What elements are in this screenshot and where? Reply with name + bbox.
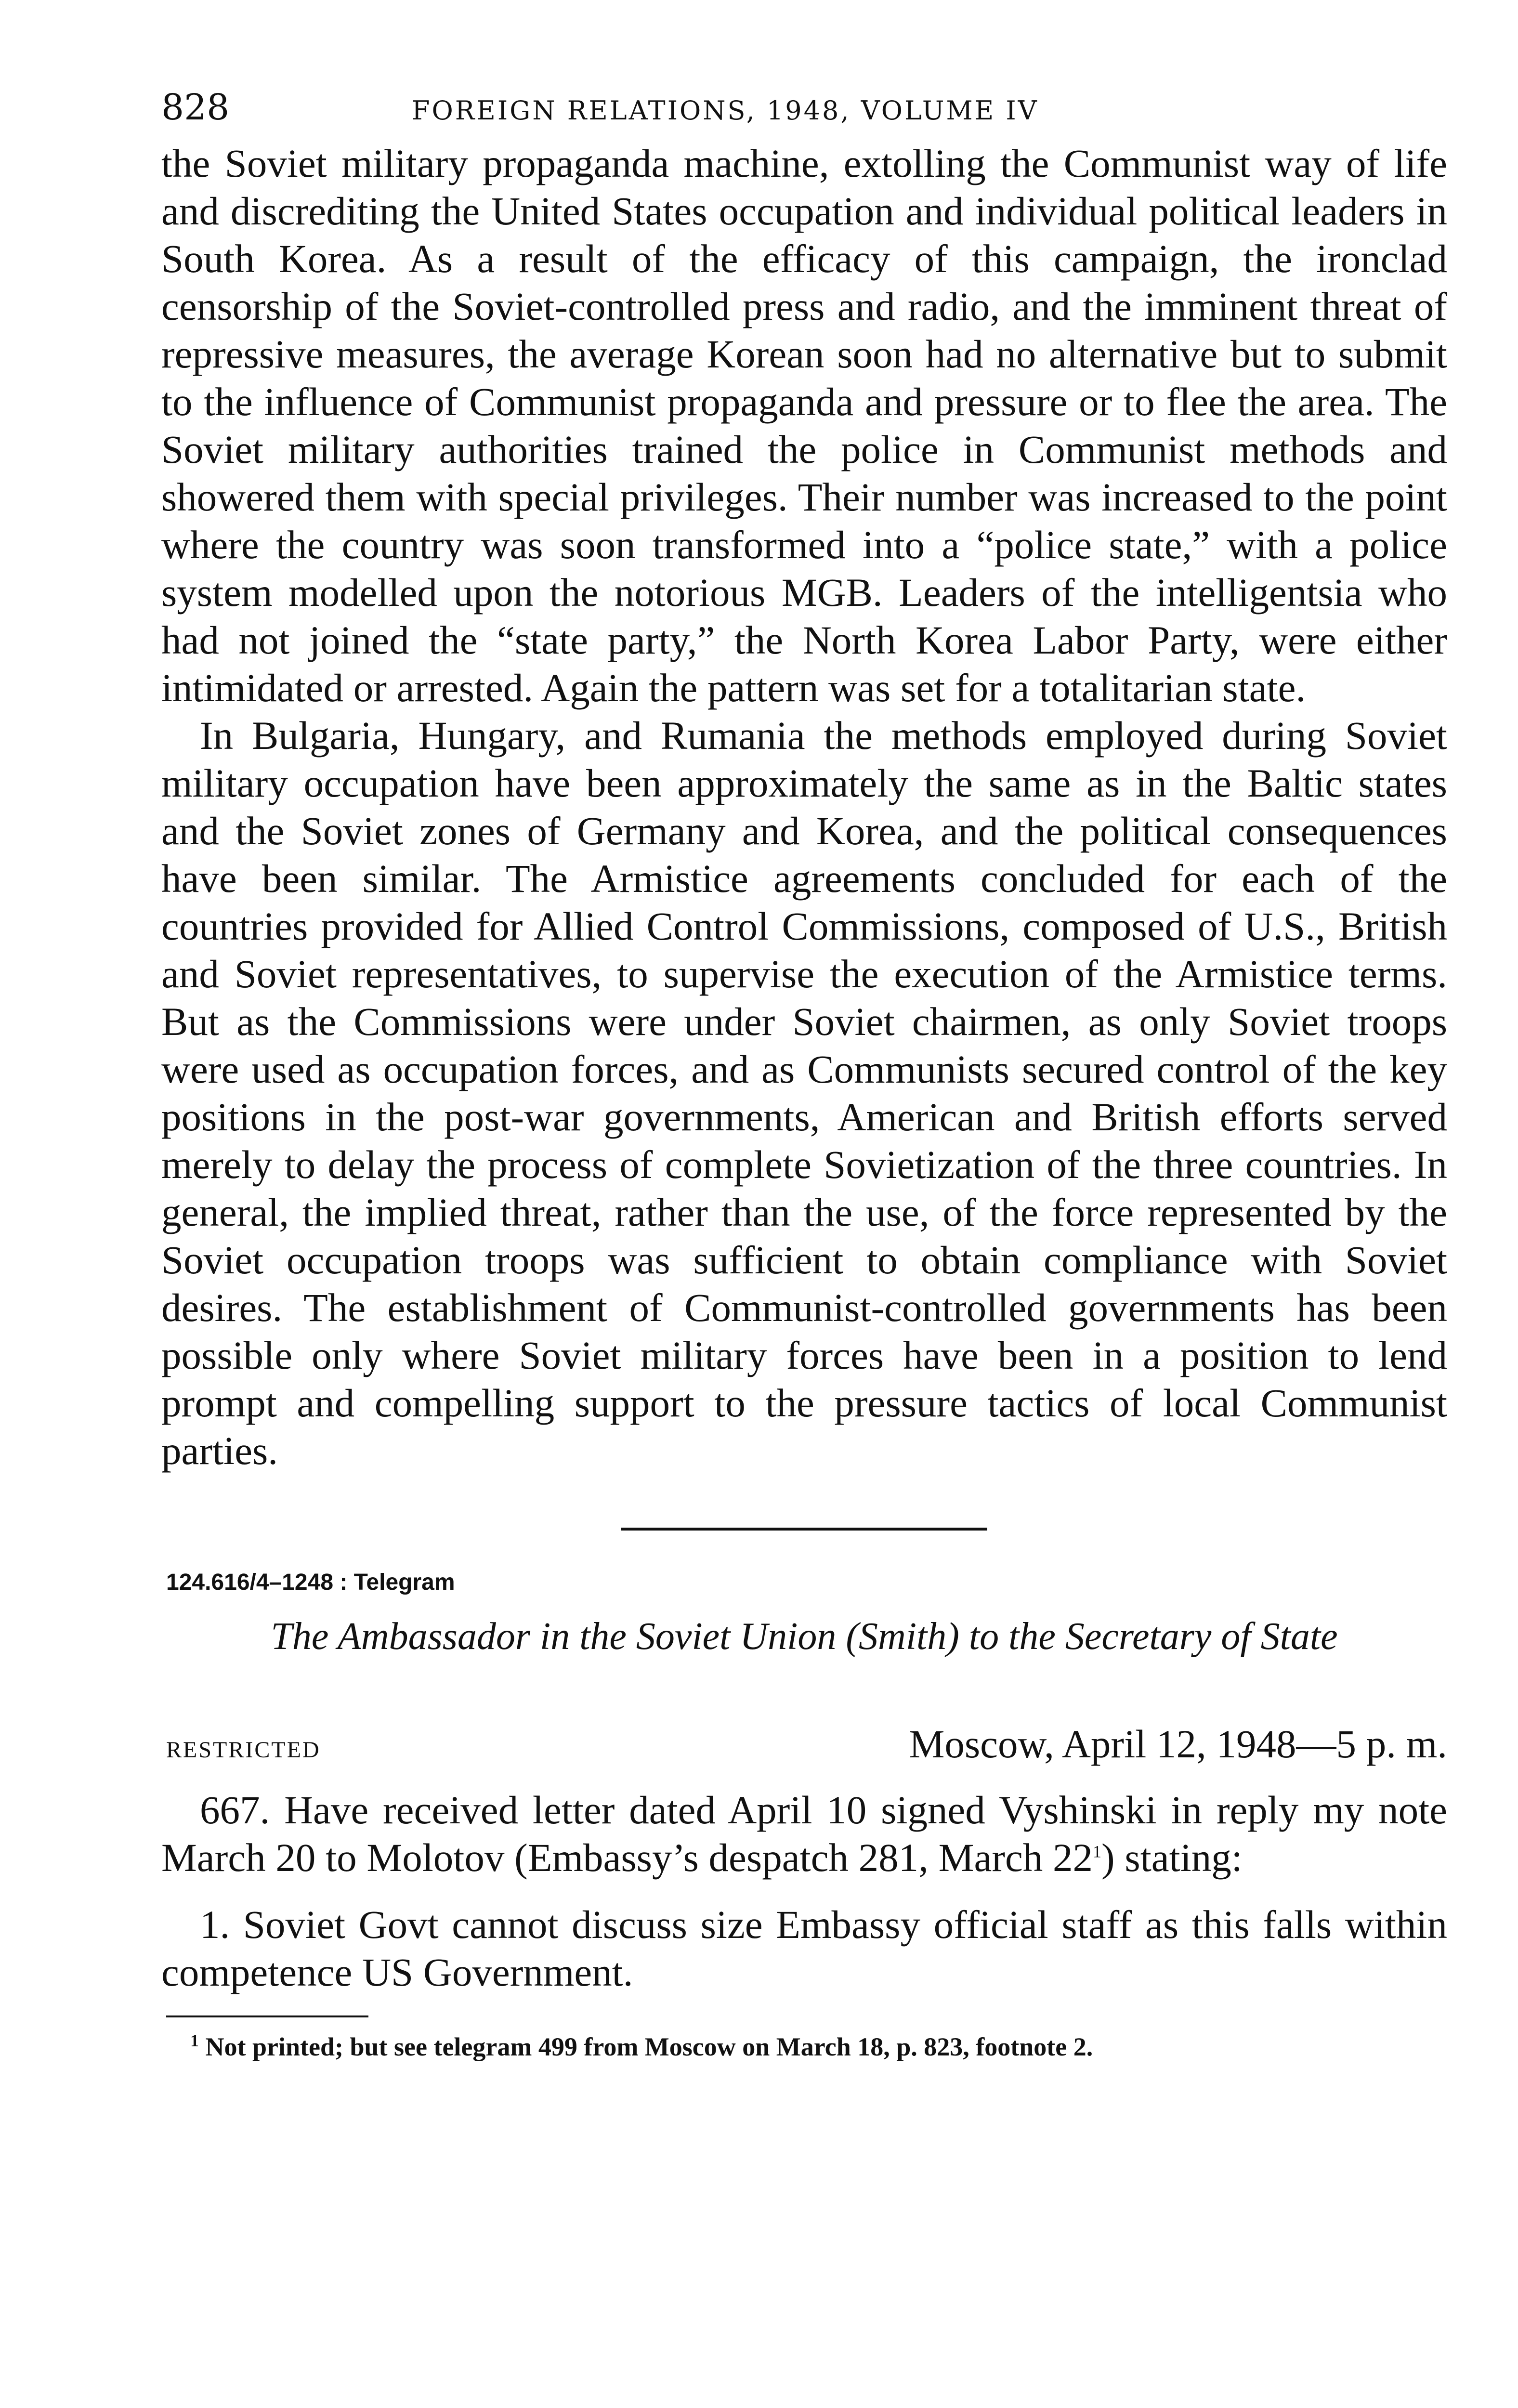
file-reference: 124.616/4–1248 : Telegram (166, 1570, 455, 1595)
page (161, 87, 1447, 2062)
page-number: 828 (161, 87, 230, 128)
footnote-text: Not printed; but see telegram 499 from Moscow on March 18, p. 823, footnote 2. (205, 2032, 1093, 2061)
classification-label: RESTRICTED (166, 1737, 321, 1763)
telegram-item-1: 1. Soviet Govt cannot discuss size Embassy official staff as this falls within competence US Government. (161, 1902, 1447, 1994)
telegram-body-tail: ) stating: (1101, 1835, 1243, 1880)
section-divider (621, 1528, 987, 1531)
body-paragraph-2: In Bulgaria, Hungary, and Rumania the methods employed during Soviet military occupation have been approximately the same as in the Baltic states and the Soviet zones of Germany and Korea, and the political consequences have been similar. The Armistice agreements concluded for each of the countries provided for Allied Control Commissions, composed of U.S., British and Soviet representatives, to supervise the execution of the Armistice terms. But as the Commissions were under Soviet chairmen, as only Soviet troops were used as occupation forces, and as Communists secured control of the key positions in the post-war governments, American and British efforts served merely to delay the process of complete Sovietization of the three countries. In general, the implied threat, rather than the use, of the force represented by the Soviet occupation troops was sufficient to obtain compliance with Soviet desires. The establishment of Communist-controlled governments has been possible only where Soviet military forces have been in a position to lend prompt and compelling support to the pressure tactics of local Communist parties. (161, 713, 1447, 1473)
document-title: The Ambassador in the Soviet Union (Smith) to the Secretary of State (271, 1615, 1338, 1658)
running-head: FOREIGN RELATIONS, 1948, VOLUME IV (412, 95, 1039, 126)
page-header (161, 87, 1447, 140)
footnote-divider (166, 2015, 368, 2017)
footnote-marker: 1 (190, 2031, 199, 2050)
dateline: Moscow, April 12, 1948—5 p. m. (909, 1722, 1447, 1766)
footnote (190, 2032, 1447, 2062)
telegram-body (161, 1786, 1447, 1882)
dateline-row (161, 1721, 1447, 1767)
body-paragraph-1: the Soviet military propaganda machine, extolling the Communist way of life and discrediting the United States occupation and individual political leaders in South Korea. As a result of the efficacy of this campaign, the ironclad censorship of the Soviet-controlled press and radio, and the imminent threat of repressive measures, the average Korean soon had no alternative but to submit to the influence of Communist propaganda and pressure or to flee the area. The Soviet military authorities trained the police in Communist methods and showered them with special privileges. Their number was increased to the point where the country was soon transformed into a “police state,” with a police system modelled upon the notorious MGB. Leaders of the intelligentsia who had not joined the “state party,” the North Korea Labor Party, were either intimidated or arrested. Again the pattern was set for a totalitarian state. (161, 141, 1447, 710)
telegram-body-text: 667. Have received letter dated April 10 signed Vyshinski in reply my note March 20 to Molotov (Embassy’s despatch 281, March 22 (161, 1788, 1447, 1880)
footnote-reference[interactable]: 1 (1093, 1842, 1102, 1861)
